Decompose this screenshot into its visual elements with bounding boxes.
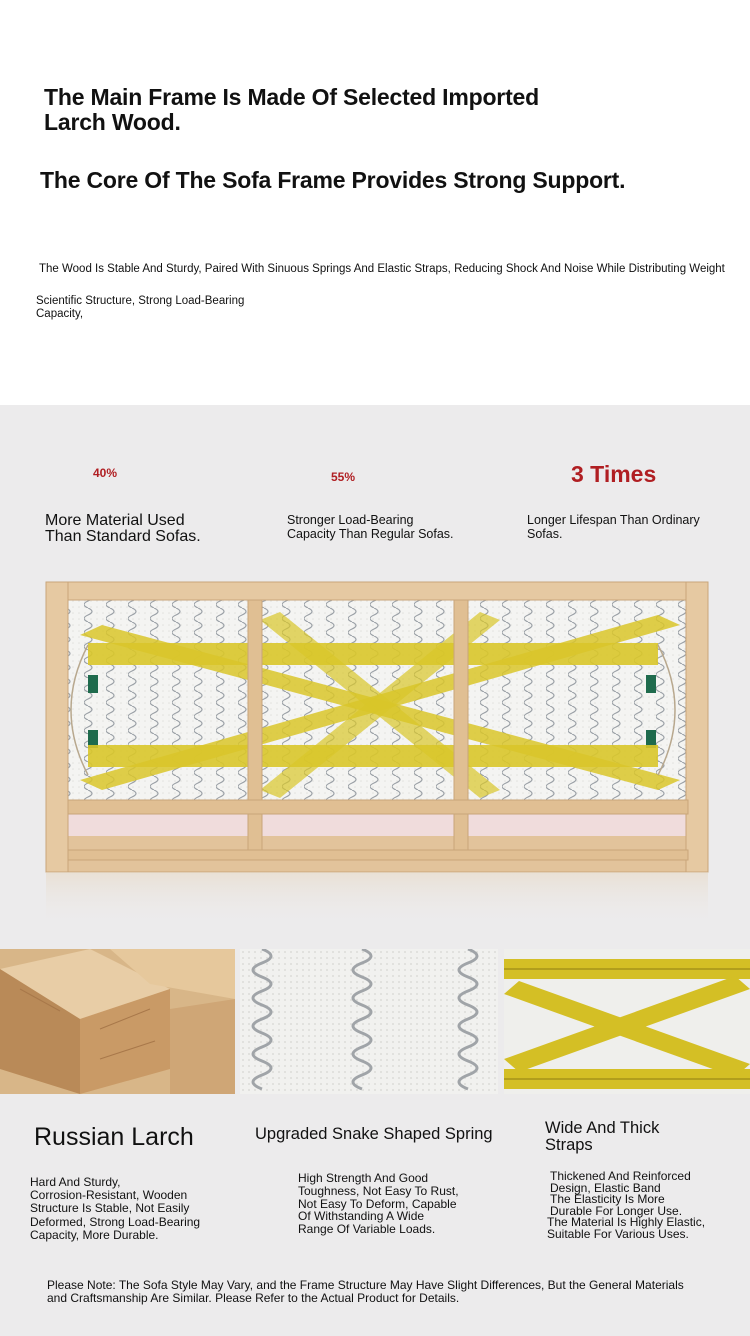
- core-headline: The Core Of The Sofa Frame Provides Strong Support.: [40, 167, 626, 193]
- body-line: Toughness, Not Easy To Rust,: [298, 1183, 459, 1198]
- feature-title-straps-1: Wide And Thick: [545, 1119, 660, 1137]
- stat-value-lifespan: 3 Times: [571, 461, 657, 487]
- feature-title-larch: Russian Larch: [34, 1123, 194, 1151]
- body-line: Design, Elastic Band: [550, 1180, 661, 1195]
- stat-label-lifespan-2: Sofas.: [527, 527, 563, 541]
- body-line: Not Easy To Deform, Capable: [298, 1196, 457, 1211]
- snake-spring-photo: [240, 949, 498, 1094]
- body-line: Corrosion-Resistant, Wooden: [30, 1188, 188, 1203]
- feature-title-spring: Upgraded Snake Shaped Spring: [255, 1125, 493, 1143]
- body-line: Range Of Variable Loads.: [298, 1222, 436, 1237]
- body-line: Hard And Sturdy,: [30, 1175, 121, 1189]
- sofa-frame-illustration: [40, 580, 715, 930]
- disclaimer-line1: Please Note: The Sofa Style May Vary, and the Frame Structure May Have Slight Differences, But the General Materials: [47, 1278, 684, 1292]
- body-line: Of Withstanding A Wide: [298, 1209, 425, 1224]
- body-line: High Strength And Good: [298, 1171, 429, 1185]
- stat-label-load-2: Capacity Than Regular Sofas.: [287, 527, 454, 541]
- headline-line1: The Main Frame Is Made Of Selected Imported: [44, 84, 539, 110]
- body-line: Deformed, Strong Load-Bearing: [30, 1214, 201, 1229]
- body-line: Thickened And Reinforced: [550, 1169, 691, 1183]
- structure-line2: Capacity,: [36, 308, 84, 320]
- body-line: Capacity, More Durable.: [30, 1227, 159, 1242]
- description-text: The Wood Is Stable And Sturdy, Paired With Sinuous Springs And Elastic Straps, Reducing Shock And Noise While Distributing Weight: [39, 263, 725, 275]
- wide-straps-photo: [504, 949, 750, 1094]
- body-line: Durable For Longer Use.: [550, 1203, 683, 1218]
- larch-wood-photo: [0, 949, 235, 1094]
- stat-label-material-2: Than Standard Sofas.: [45, 528, 201, 545]
- body-line: Structure Is Stable, Not Easily: [30, 1201, 190, 1216]
- stat-label-lifespan-1: Longer Lifespan Than Ordinary: [527, 513, 700, 527]
- body-line: The Elasticity Is More: [550, 1192, 665, 1207]
- stat-label-load-1: Stronger Load-Bearing: [287, 513, 414, 527]
- disclaimer-line2: and Craftsmanship Are Similar. Please Refer to the Actual Product for Details.: [47, 1291, 460, 1305]
- feature-body-spring: [298, 1172, 459, 1236]
- feature-title-straps-2: Straps: [545, 1136, 593, 1154]
- stat-value-load: 55%: [331, 470, 356, 484]
- structure-line1: Scientific Structure, Strong Load-Bearing: [36, 295, 245, 307]
- body-line: The Material Is Highly Elastic,: [547, 1215, 706, 1230]
- stat-value-material: 40%: [93, 466, 118, 480]
- feature-body-larch: [30, 1176, 200, 1242]
- headline-line2: Larch Wood.: [44, 109, 181, 135]
- stat-label-material-1: More Material Used: [45, 512, 185, 529]
- feature-body-straps: [547, 1171, 705, 1241]
- body-line: Suitable For Various Uses.: [547, 1226, 689, 1241]
